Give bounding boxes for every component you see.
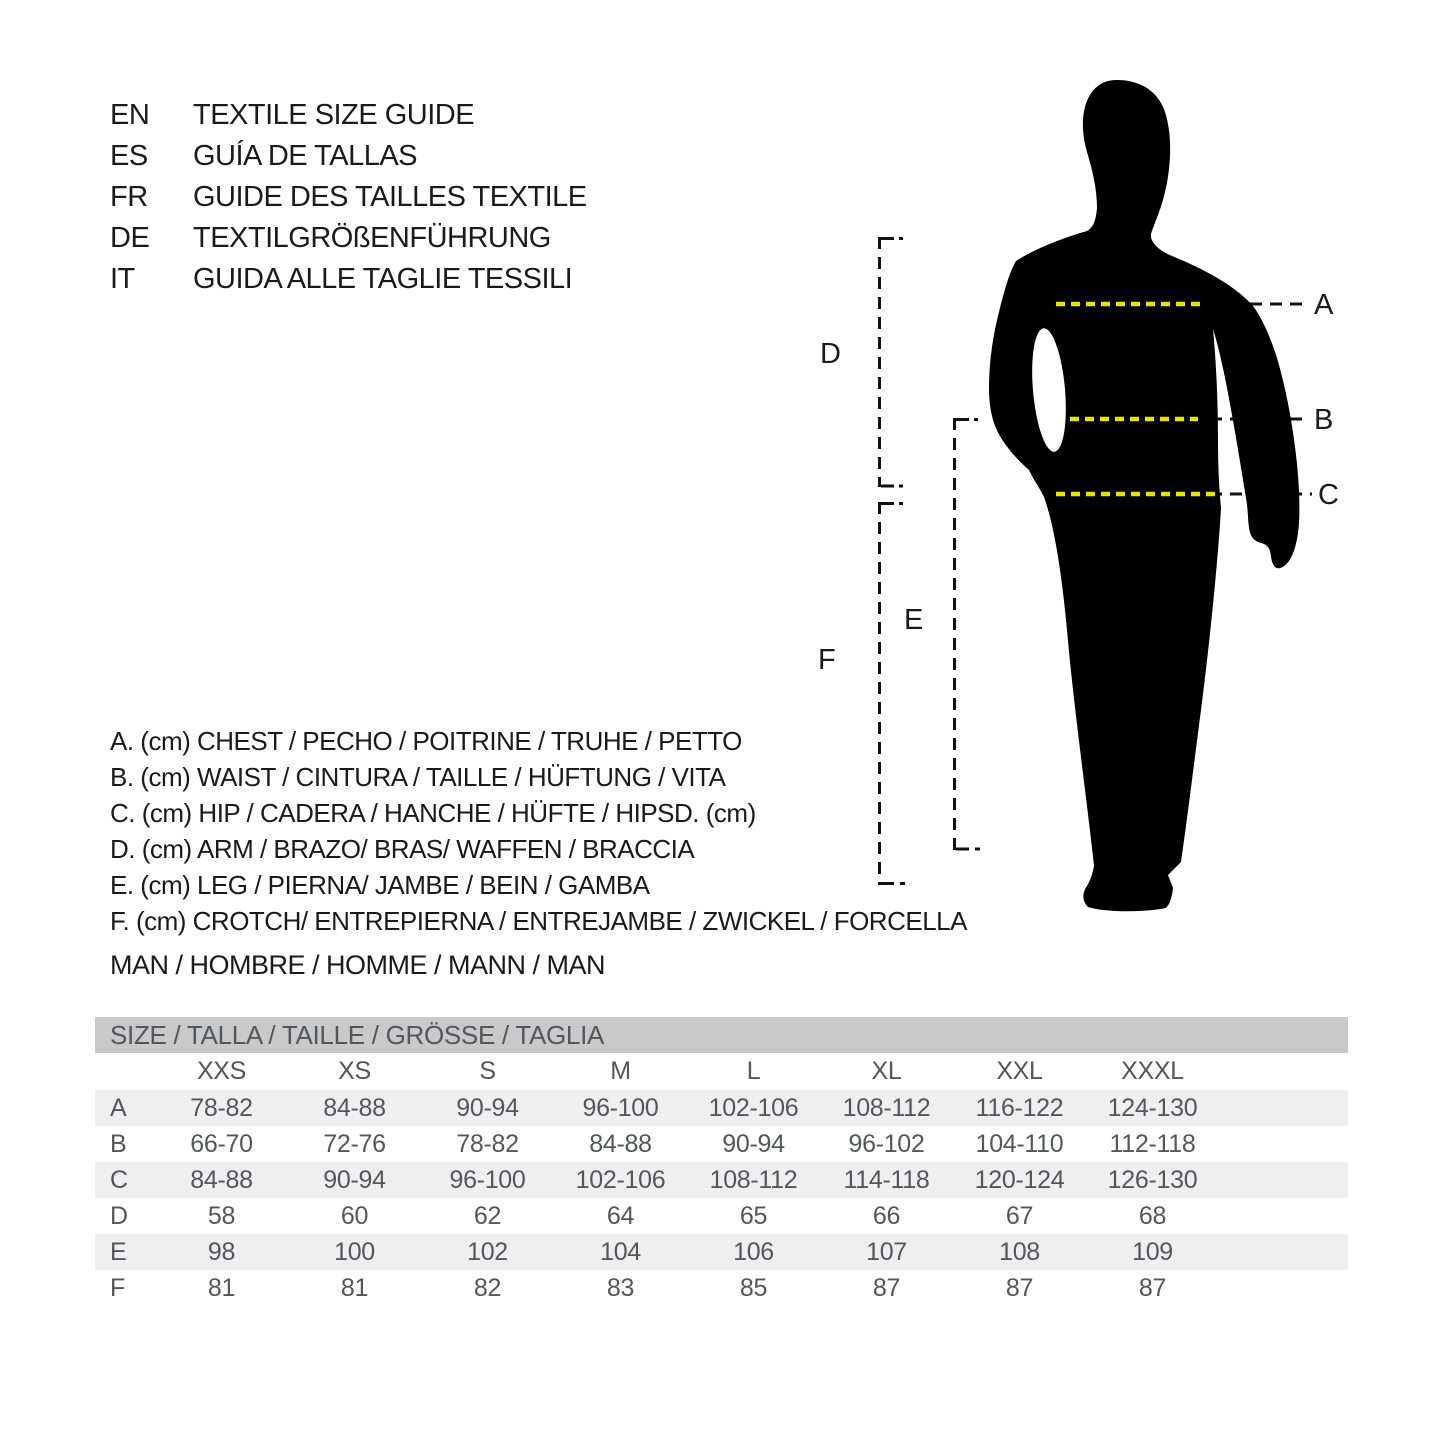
- value-cell: 108-112: [842, 1093, 931, 1122]
- column-header-row: [95, 1053, 1348, 1090]
- value-cell: 104: [600, 1237, 641, 1266]
- table-row-c: [95, 1162, 1348, 1198]
- value-cell: 84-88: [323, 1093, 386, 1122]
- value-cell: 87: [872, 1273, 901, 1302]
- value-cell: 78-82: [456, 1129, 519, 1158]
- legend-hip: C. (cm) HIP / CADERA / HANCHE / HÜFTE / HIPSD. (cm): [110, 798, 756, 828]
- col-header-xxs: XXS: [196, 1057, 247, 1085]
- table-row-f: [95, 1270, 1348, 1306]
- value-cell: 68: [1138, 1201, 1167, 1230]
- label-arm-d: D: [820, 338, 841, 370]
- value-cell: 90-94: [722, 1129, 785, 1158]
- value-cell: 107: [866, 1237, 907, 1266]
- value-cell: 98: [207, 1237, 236, 1266]
- value-cell: 90-94: [456, 1093, 519, 1122]
- value-cell: 66-70: [190, 1129, 253, 1158]
- legend-waist: B. (cm) WAIST / CINTURA / TAILLE / HÜFTUNG / VITA: [110, 762, 726, 792]
- col-header-xxxl: XXXL: [1121, 1057, 1184, 1085]
- value-cell: 58: [207, 1201, 236, 1230]
- lang-code: EN: [110, 99, 150, 131]
- table-row-e: [95, 1234, 1348, 1270]
- value-cell: 85: [739, 1273, 768, 1302]
- label-hip-c: C: [1318, 479, 1339, 511]
- value-cell: 108-112: [709, 1165, 798, 1194]
- value-cell: 109: [1132, 1237, 1173, 1266]
- value-cell: 67: [1005, 1201, 1034, 1230]
- value-cell: 60: [340, 1201, 369, 1230]
- value-cell: 108: [999, 1237, 1040, 1266]
- lang-title: TEXTILGRÖßENFÜHRUNG: [193, 222, 551, 254]
- col-header-xxl: XXL: [996, 1057, 1043, 1085]
- lang-title: TEXTILE SIZE GUIDE: [193, 99, 475, 131]
- row-label: D: [110, 1201, 128, 1230]
- row-label: C: [110, 1165, 128, 1194]
- value-cell: 106: [733, 1237, 774, 1266]
- label-chest-a: A: [1314, 289, 1334, 321]
- label-leg-e: E: [904, 604, 924, 636]
- value-cell: 104-110: [975, 1129, 1064, 1158]
- row-label: E: [110, 1237, 127, 1266]
- table-row-b: [95, 1126, 1348, 1162]
- value-cell: 84-88: [589, 1129, 652, 1158]
- value-cell: 78-82: [190, 1093, 253, 1122]
- value-cell: 114-118: [843, 1165, 930, 1194]
- value-cell: 84-88: [190, 1165, 253, 1194]
- value-cell: 66: [872, 1201, 901, 1230]
- value-cell: 65: [739, 1201, 768, 1230]
- value-cell: 116-122: [975, 1093, 1064, 1122]
- man-silhouette: [989, 80, 1299, 911]
- legend-leg: E. (cm) LEG / PIERNA/ JAMBE / BEIN / GAMBA: [110, 870, 650, 900]
- col-header-l: L: [746, 1057, 761, 1085]
- value-cell: 90-94: [323, 1165, 386, 1194]
- table-row-a: [95, 1090, 1348, 1126]
- value-cell: 82: [473, 1273, 502, 1302]
- size-table: [95, 1017, 1348, 1306]
- lang-title: GUIDA ALLE TAGLIE TESSILI: [193, 263, 573, 295]
- value-cell: 102-106: [708, 1093, 799, 1122]
- value-cell: 100: [334, 1237, 375, 1266]
- lang-code: IT: [110, 263, 135, 295]
- legend-arm: D. (cm) ARM / BRAZO/ BRAS/ WAFFEN / BRACCIA: [110, 834, 695, 864]
- row-label: B: [110, 1129, 127, 1158]
- label-crotch-f: F: [818, 644, 836, 676]
- value-cell: 87: [1138, 1273, 1167, 1302]
- value-cell: 120-124: [974, 1165, 1065, 1194]
- value-cell: 81: [207, 1273, 236, 1302]
- value-cell: 83: [606, 1273, 635, 1302]
- table-row-d: [95, 1198, 1348, 1234]
- lang-code: DE: [110, 222, 150, 254]
- col-header-m: M: [610, 1057, 631, 1085]
- lang-title: GUIDE DES TAILLES TEXTILE: [193, 181, 587, 213]
- value-cell: 81: [340, 1273, 369, 1302]
- label-waist-b: B: [1314, 404, 1334, 436]
- col-header-s: S: [479, 1057, 496, 1085]
- col-header-xs: XS: [338, 1057, 371, 1085]
- legend-chest: A. (cm) CHEST / PECHO / POITRINE / TRUHE / PETTO: [110, 726, 742, 756]
- row-label: A: [110, 1093, 127, 1122]
- lang-code: FR: [110, 181, 148, 213]
- col-header-xl: XL: [871, 1057, 902, 1085]
- value-cell: 96-100: [449, 1165, 526, 1194]
- lang-title: GUÍA DE TALLAS: [193, 140, 418, 172]
- value-cell: 126-130: [1107, 1165, 1198, 1194]
- value-cell: 102: [467, 1237, 508, 1266]
- legend-crotch: F. (cm) CROTCH/ ENTREPIERNA / ENTREJAMBE / ZWICKEL / FORCELLA: [110, 906, 967, 936]
- value-cell: 102-106: [575, 1165, 666, 1194]
- value-cell: 124-130: [1107, 1093, 1198, 1122]
- category-title: MAN / HOMBRE / HOMME / MANN / MAN: [110, 950, 606, 980]
- value-cell: 72-76: [323, 1129, 386, 1158]
- value-cell: 64: [606, 1201, 635, 1230]
- row-label: F: [110, 1273, 125, 1302]
- value-cell: 96-100: [582, 1093, 659, 1122]
- value-cell: 112-118: [1109, 1129, 1196, 1158]
- measurement-legend: [110, 723, 967, 939]
- table-header-band: SIZE / TALLA / TAILLE / GRÖSSE / TAGLIA: [95, 1017, 1348, 1053]
- value-cell: 87: [1005, 1273, 1034, 1302]
- value-cell: 62: [473, 1201, 502, 1230]
- lang-code: ES: [110, 140, 148, 172]
- value-cell: 96-102: [848, 1129, 925, 1158]
